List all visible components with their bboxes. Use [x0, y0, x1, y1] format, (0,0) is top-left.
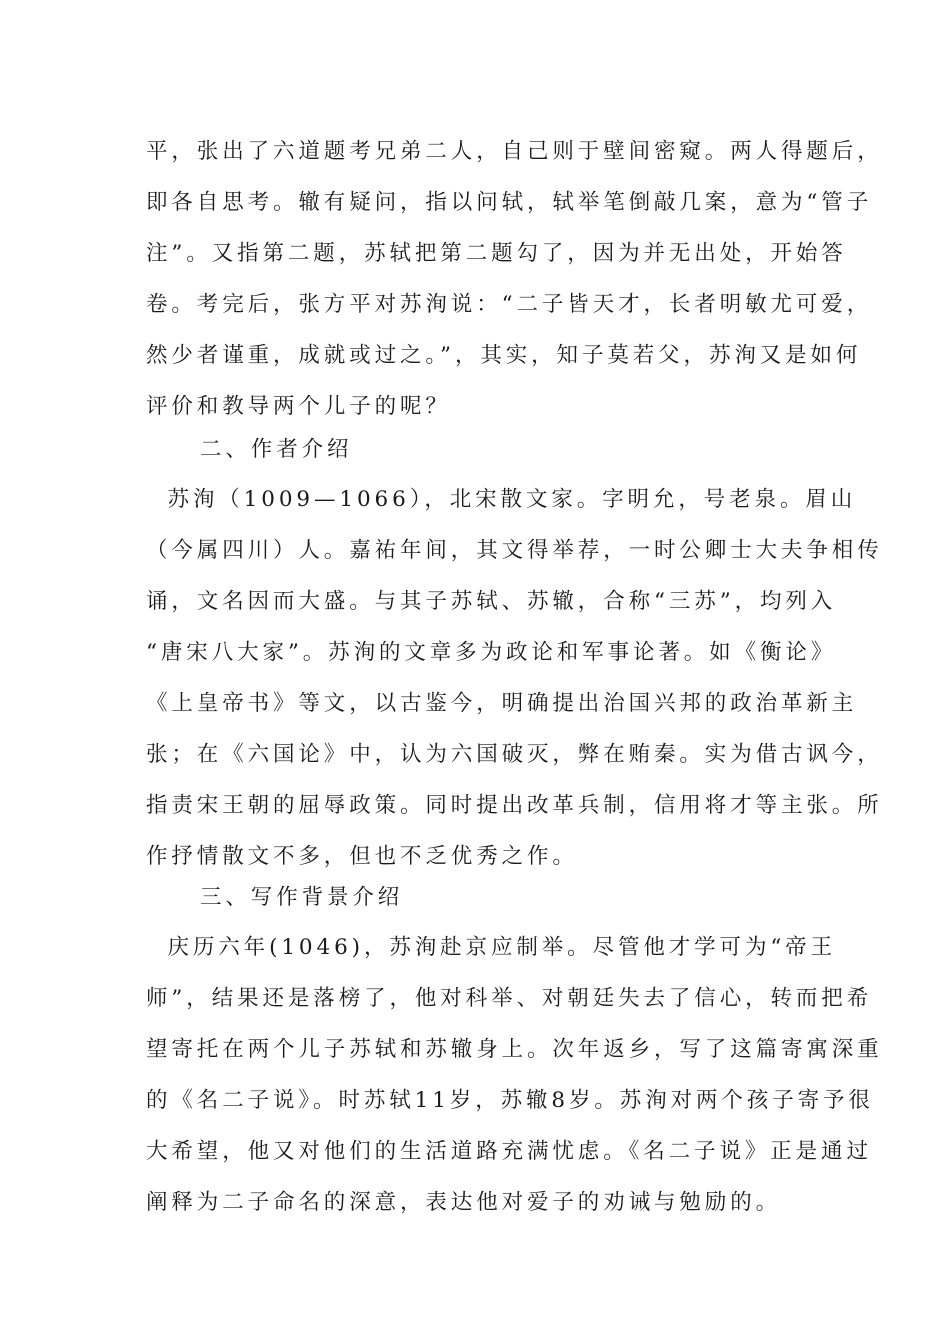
section-3-line-4: 的《名二子说》。时苏轼11岁，苏辙8岁。苏洵对两个孩子寄予很: [146, 1088, 874, 1113]
section-3-paragraph: [146, 922, 883, 1228]
section-2-line-3: 诵，文名因而大盛。与其子苏轼、苏辙，合称“三苏”，均列入: [146, 589, 837, 614]
section-2-paragraph: [146, 474, 883, 882]
section-2-line-1: 苏洵（1009—1066），北宋散文家。字明允，号老泉。眉山: [146, 487, 857, 512]
section-2-line-2: （今属四川）人。嘉祐年间，其文得举荐，一时公卿士大夫争相传: [146, 538, 883, 563]
section-3-line-3: 望寄托在两个儿子苏轼和苏辙身上。次年返乡，写了这篇寄寓深重: [146, 1037, 883, 1062]
section-3-line-6: 阐释为二子命名的深意，表达他对爱子的劝诫与勉励的。: [146, 1190, 782, 1215]
section-3-heading: 三、写作背景介绍: [200, 885, 404, 910]
intro-line-2: 即各自思考。辙有疑问，指以问轼，轼举笔倒敲几案，意为“管子: [146, 190, 873, 215]
section-3-line-2: 师”，结果还是落榜了，他对科举、对朝廷失去了信心，转而把希: [146, 986, 873, 1011]
section-2-line-5: 《上皇帝书》等文，以古鉴今，明确提出治国兴邦的政治革新主: [146, 691, 858, 716]
intro-line-5: 然少者谨重，成就或过之。”，其实，知子莫若父，苏洵又是如何: [146, 343, 862, 368]
section-2-line-7: 指责宋王朝的屈辱政策。同时提出改革兵制，信用将才等主张。所: [146, 793, 883, 818]
section-2-line-4: “唐宋八大家”。苏洵的文章多为政论和军事论著。如《衡论》: [146, 640, 837, 665]
section-2-line-6: 张；在《六国论》中，认为六国破灭，弊在贿秦。实为借古讽今，: [146, 742, 883, 767]
intro-line-4: 卷。考完后，张方平对苏洵说：“二子皆天才，长者明敏尤可爱，: [146, 292, 873, 317]
intro-line-1: 平，张出了六道题考兄弟二人，自己则于壁间密窥。两人得题后，: [146, 139, 883, 164]
intro-line-3: 注”。又指第二题，苏轼把第二题勾了，因为并无出处，开始答: [146, 241, 847, 266]
section-3-line-1: 庆历六年(1046)，苏洵赴京应制举。尽管他才学可为“帝王: [146, 935, 837, 960]
intro-paragraph: [146, 126, 883, 432]
section-3-line-5: 大希望，他又对他们的生活道路充满忧虑。《名二子说》正是通过: [146, 1139, 872, 1164]
intro-line-6: 评价和教导两个儿子的呢？: [146, 394, 451, 419]
section-2-heading: 二、作者介绍: [200, 437, 353, 462]
section-2-line-8: 作抒情散文不多，但也不乏优秀之作。: [146, 844, 578, 869]
